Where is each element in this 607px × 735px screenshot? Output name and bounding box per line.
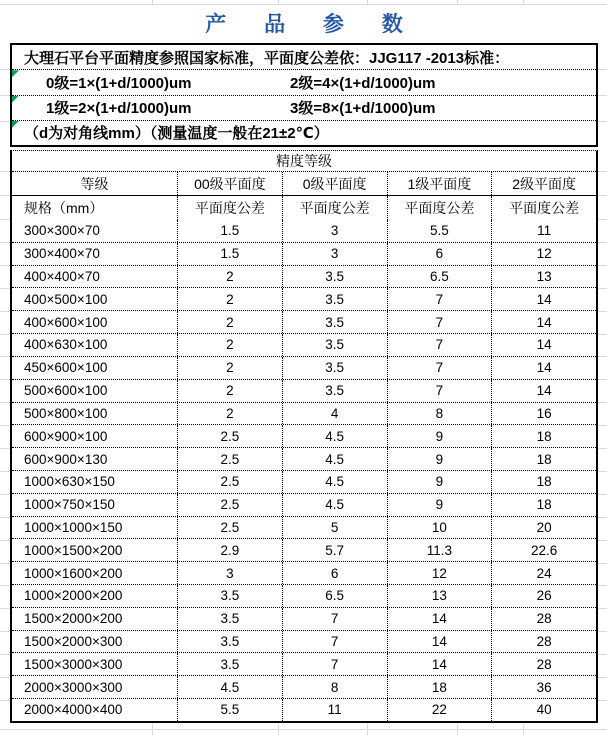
spreadsheet-gridline <box>598 494 607 495</box>
spreadsheet-gridline <box>598 402 607 403</box>
spreadsheet-gridline <box>367 0 368 4</box>
tolerance-cell: 16 <box>491 403 596 425</box>
table-row <box>12 516 596 539</box>
table-header-row-tolerance <box>12 196 596 220</box>
standard-reference-text: 大理石平台平面精度参照国家标准，平面度公差依：JJG117 -2013标准： <box>24 49 510 67</box>
tolerance-cell: 24 <box>491 562 596 584</box>
spreadsheet-gridline <box>0 448 10 449</box>
spec-cell: 600×900×100 <box>24 428 108 444</box>
note-row <box>12 120 596 145</box>
spec-cell: 500×800×100 <box>24 405 108 421</box>
tolerance-cell: 28 <box>491 631 596 653</box>
spec-cell: 1000×750×150 <box>24 497 115 513</box>
tolerance-cell: 3.5 <box>282 288 387 310</box>
tolerance-cell: 26 <box>491 585 596 607</box>
tolerance-cell: 14 <box>491 357 596 379</box>
tolerance-cell: 4.5 <box>282 425 387 447</box>
spreadsheet-gridline <box>0 677 10 678</box>
spreadsheet-gridline <box>0 379 10 380</box>
spreadsheet-gridline <box>0 631 10 632</box>
tolerance-cell: 3.5 <box>177 653 282 675</box>
formula-grade-3: 3级=8×(1+d/1000)um <box>290 100 436 118</box>
spec-cell: 2000×3000×300 <box>24 679 123 695</box>
tolerance-cell: 3.5 <box>282 266 387 288</box>
tolerance-cell: 2.5 <box>177 494 282 516</box>
spec-cell: 400×500×100 <box>24 291 108 307</box>
spreadsheet-gridline <box>0 494 10 495</box>
spreadsheet-gridline <box>0 195 10 196</box>
spec-cell: 600×900×130 <box>24 451 108 467</box>
tolerance-cell: 14 <box>491 334 596 356</box>
table-row <box>12 470 596 493</box>
tolerance-cell: 4.5 <box>282 448 387 470</box>
spec-cell: 300×400×70 <box>24 246 100 262</box>
table-row <box>12 675 596 698</box>
spreadsheet-gridline <box>598 700 607 701</box>
tolerance-cell: 11 <box>282 699 387 721</box>
header-grade-0: 0级平面度 <box>282 172 387 195</box>
tolerance-cell: 3 <box>282 220 387 242</box>
tolerance-cell: 2 <box>177 266 282 288</box>
tolerance-cell: 8 <box>387 403 492 425</box>
tolerance-cell: 5.5 <box>177 699 282 721</box>
spec-cell: 400×630×100 <box>24 337 108 353</box>
spec-cell: 300×300×70 <box>24 223 100 239</box>
tolerance-cell: 6.5 <box>282 585 387 607</box>
tolerance-cell: 4.5 <box>177 676 282 698</box>
spreadsheet-gridline <box>598 540 607 541</box>
tolerance-cell: 8 <box>282 676 387 698</box>
table-row <box>12 698 596 721</box>
spreadsheet-gridline <box>598 585 607 586</box>
tolerance-cell: 14 <box>387 608 492 630</box>
spreadsheet-gridline <box>0 95 10 96</box>
spreadsheet-gridline <box>0 265 10 266</box>
table-row <box>12 287 596 310</box>
tolerance-cell: 7 <box>387 357 492 379</box>
spreadsheet-gridline <box>0 608 10 609</box>
header-tolerance: 平面度公差 <box>387 196 492 220</box>
spreadsheet-gridline <box>0 4 607 5</box>
spreadsheet-gridline <box>598 356 607 357</box>
spreadsheet-gridline <box>0 402 10 403</box>
spec-cell: 1500×2000×300 <box>24 634 123 650</box>
spreadsheet-gridline <box>598 219 607 220</box>
table-row <box>12 493 596 516</box>
header-grade-1: 1级平面度 <box>387 172 492 195</box>
spec-cell: 1500×2000×200 <box>24 611 123 627</box>
tolerance-cell: 13 <box>491 266 596 288</box>
tolerance-cell: 18 <box>387 676 492 698</box>
tolerance-cell: 6.5 <box>387 266 492 288</box>
spec-cell: 1000×2000×200 <box>24 588 123 604</box>
tolerance-cell: 3 <box>282 243 387 265</box>
header-tolerance: 平面度公差 <box>282 196 387 220</box>
spreadsheet-gridline <box>598 311 607 312</box>
spreadsheet-gridline <box>0 729 607 730</box>
tolerance-cell: 20 <box>491 517 596 539</box>
tolerance-cell: 3.5 <box>282 380 387 402</box>
tolerance-cell: 5.7 <box>282 539 387 561</box>
tolerance-cell: 2.5 <box>177 471 282 493</box>
spreadsheet-gridline <box>0 171 10 172</box>
tolerance-cell: 2 <box>177 357 282 379</box>
spreadsheet-gridline <box>598 242 607 243</box>
tolerance-cell: 2 <box>177 403 282 425</box>
spec-cell: 1000×1500×200 <box>24 542 123 558</box>
tolerance-cell: 14 <box>387 631 492 653</box>
spreadsheet-gridline <box>0 242 10 243</box>
spec-cell: 1000×630×150 <box>24 474 115 490</box>
tolerance-cell: 2.5 <box>177 448 282 470</box>
spreadsheet-gridline <box>0 700 10 701</box>
spreadsheet-gridline <box>152 0 153 4</box>
tolerance-cell: 3.5 <box>177 608 282 630</box>
tolerance-cell: 9 <box>387 494 492 516</box>
table-row <box>12 424 596 447</box>
tolerance-cell: 1.5 <box>177 220 282 242</box>
table-row <box>12 538 596 561</box>
spreadsheet-gridline <box>598 195 607 196</box>
table-row <box>12 333 596 356</box>
spreadsheet-gridline <box>598 95 607 96</box>
tolerance-cell: 9 <box>387 425 492 447</box>
spreadsheet-gridline <box>598 608 607 609</box>
tolerance-cell: 10 <box>387 517 492 539</box>
spreadsheet-gridline <box>0 311 10 312</box>
tolerance-cell: 14 <box>491 380 596 402</box>
tolerance-cell: 6 <box>387 243 492 265</box>
spec-cell: 400×400×70 <box>24 269 100 285</box>
table-row <box>12 402 596 425</box>
tolerance-cell: 7 <box>387 311 492 333</box>
spreadsheet-gridline <box>598 425 607 426</box>
table-row <box>12 561 596 584</box>
tolerance-cell: 2 <box>177 380 282 402</box>
tolerance-cell: 5.5 <box>387 220 492 242</box>
tolerance-cell: 11 <box>491 220 596 242</box>
tolerance-cell: 1.5 <box>177 243 282 265</box>
spreadsheet-gridline <box>523 0 524 4</box>
header-tolerance: 平面度公差 <box>491 196 596 220</box>
spreadsheet-gridline <box>598 69 607 70</box>
header-grade-00: 00级平面度 <box>177 172 282 195</box>
tolerance-cell: 7 <box>387 380 492 402</box>
tolerance-cell: 36 <box>491 676 596 698</box>
header-spec-label: 规格（mm） <box>24 200 104 216</box>
tolerance-cell: 4.5 <box>282 471 387 493</box>
precision-table <box>10 150 598 723</box>
tolerance-cell: 18 <box>491 471 596 493</box>
tolerance-cell: 2.5 <box>177 517 282 539</box>
table-row <box>12 379 596 402</box>
table-row <box>12 584 596 607</box>
spreadsheet-gridline <box>598 654 607 655</box>
spreadsheet-gridline <box>0 334 10 335</box>
spreadsheet-gridline <box>598 563 607 564</box>
tolerance-cell: 5 <box>282 517 387 539</box>
tolerance-cell: 14 <box>491 311 596 333</box>
tolerance-cell: 3.5 <box>282 357 387 379</box>
spreadsheet-gridline <box>0 517 10 518</box>
tolerance-cell: 2.9 <box>177 539 282 561</box>
spreadsheet-gridline <box>0 654 10 655</box>
tolerance-cell: 7 <box>387 334 492 356</box>
spreadsheet-gridline <box>0 585 10 586</box>
spreadsheet-gridline <box>0 288 10 289</box>
tolerance-cell: 4.5 <box>282 494 387 516</box>
spreadsheet-gridline <box>598 334 607 335</box>
table-row <box>12 310 596 333</box>
tolerance-cell: 3.5 <box>282 311 387 333</box>
spreadsheet-gridline <box>598 448 607 449</box>
tolerance-cell: 28 <box>491 608 596 630</box>
spreadsheet-gridline <box>0 563 10 564</box>
tolerance-cell: 22.6 <box>491 539 596 561</box>
table-row <box>12 356 596 379</box>
spec-cell: 400×600×100 <box>24 314 108 330</box>
formula-row-1 <box>12 69 596 94</box>
tolerance-cell: 9 <box>387 471 492 493</box>
tolerance-cell: 9 <box>387 448 492 470</box>
tolerance-cell: 18 <box>491 448 596 470</box>
spreadsheet-gridline <box>0 219 10 220</box>
spec-cell: 2000×4000×400 <box>24 702 123 718</box>
header-grade-2: 2级平面度 <box>491 172 596 195</box>
table-row <box>12 607 596 630</box>
tolerance-cell: 12 <box>387 562 492 584</box>
tolerance-cell: 40 <box>491 699 596 721</box>
spec-cell: 1000×1600×200 <box>24 565 123 581</box>
spreadsheet-gridline <box>0 540 10 541</box>
spreadsheet-gridline <box>598 121 607 122</box>
table-header-row-grades <box>12 172 596 196</box>
tolerance-cell: 28 <box>491 653 596 675</box>
spreadsheet-gridline <box>0 471 10 472</box>
table-row <box>12 652 596 675</box>
tolerance-cell: 14 <box>387 653 492 675</box>
spreadsheet-gridline <box>598 379 607 380</box>
spreadsheet-gridline <box>598 517 607 518</box>
spreadsheet-gridline <box>0 121 10 122</box>
tolerance-cell: 11.3 <box>387 539 492 561</box>
formula-grade-0: 0级=1×(1+d/1000)um <box>46 74 192 92</box>
tolerance-cell: 12 <box>491 243 596 265</box>
tolerance-cell: 2 <box>177 288 282 310</box>
spreadsheet-gridline <box>278 0 279 4</box>
spec-cell: 500×600×100 <box>24 383 108 399</box>
tolerance-cell: 4 <box>282 403 387 425</box>
tolerance-cell: 2 <box>177 334 282 356</box>
tolerance-cell: 6 <box>282 562 387 584</box>
tolerance-cell: 3 <box>177 562 282 584</box>
spec-cell: 1000×1000×150 <box>24 519 123 535</box>
standard-info-box <box>10 43 598 147</box>
tolerance-cell: 22 <box>387 699 492 721</box>
page-title: 产 品 参 数 <box>205 12 419 36</box>
spreadsheet-gridline <box>598 288 607 289</box>
spreadsheet-gridline <box>0 356 10 357</box>
tolerance-cell: 14 <box>491 288 596 310</box>
table-row <box>12 265 596 288</box>
standard-reference-row <box>12 45 596 69</box>
formula-grade-1: 1级=2×(1+d/1000)um <box>46 100 192 118</box>
tolerance-cell: 2 <box>177 311 282 333</box>
spreadsheet-gridline <box>598 471 607 472</box>
tolerance-cell: 3.5 <box>177 631 282 653</box>
tolerance-cell: 18 <box>491 425 596 447</box>
spec-cell: 450×600×100 <box>24 360 108 376</box>
formula-row-2 <box>12 95 596 120</box>
header-grade-label: 等级 <box>80 175 109 192</box>
tolerance-cell: 18 <box>491 494 596 516</box>
tolerance-cell: 7 <box>387 288 492 310</box>
table-group-header: 精度等级 <box>12 151 596 172</box>
spreadsheet-gridline <box>598 171 607 172</box>
measurement-note-text: （d为对角线mm）（测量温度一般在21±2℃） <box>24 125 329 143</box>
spreadsheet-gridline <box>598 265 607 266</box>
tolerance-cell: 7 <box>282 631 387 653</box>
spreadsheet-gridline <box>598 631 607 632</box>
tolerance-cell: 7 <box>282 653 387 675</box>
table-row <box>12 630 596 653</box>
spreadsheet-gridline <box>0 425 10 426</box>
tolerance-cell: 13 <box>387 585 492 607</box>
table-row <box>12 242 596 265</box>
table-row <box>12 447 596 470</box>
spec-cell: 1500×3000×300 <box>24 656 123 672</box>
tolerance-cell: 3.5 <box>177 585 282 607</box>
spreadsheet-gridline <box>598 677 607 678</box>
tolerance-cell: 3.5 <box>282 334 387 356</box>
formula-grade-2: 2级=4×(1+d/1000)um <box>290 74 436 92</box>
spreadsheet-gridline <box>0 69 10 70</box>
tolerance-cell: 7 <box>282 608 387 630</box>
tolerance-cell: 2.5 <box>177 425 282 447</box>
table-row <box>12 220 596 242</box>
spreadsheet-gridline <box>457 0 458 4</box>
header-tolerance: 平面度公差 <box>177 196 282 220</box>
